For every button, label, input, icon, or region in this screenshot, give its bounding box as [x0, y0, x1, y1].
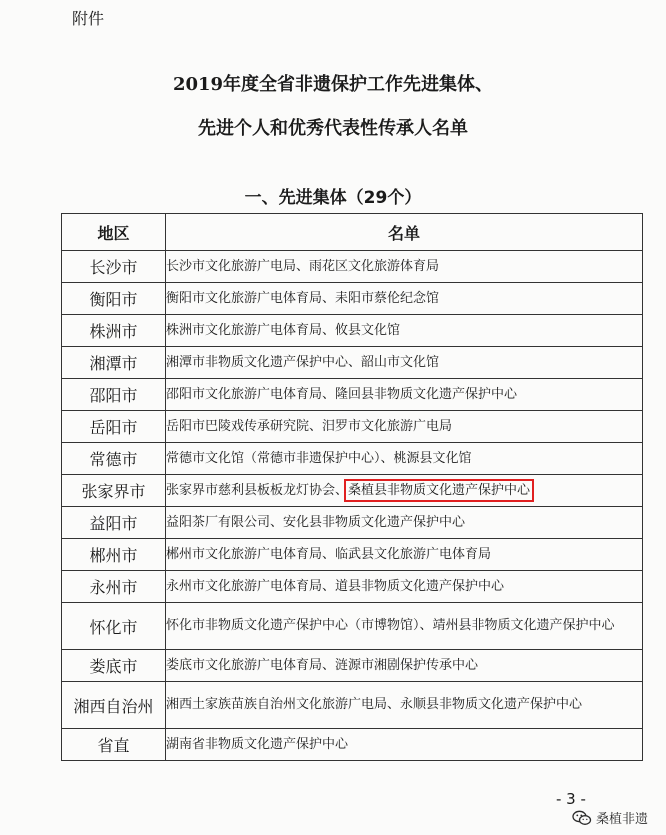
- region-cell: 张家界市: [62, 475, 166, 507]
- table-row: [62, 571, 643, 603]
- table-row: [62, 650, 643, 682]
- table-header-row: [62, 214, 643, 251]
- table-row: [62, 682, 643, 729]
- page-number: - 3 -: [556, 790, 586, 808]
- region-cell: 常德市: [62, 443, 166, 475]
- region-cell: 娄底市: [62, 650, 166, 682]
- header-region: 地区: [62, 214, 166, 251]
- names-cell: 邵阳市文化旅游广电体育局、隆回县非物质文化遗产保护中心: [166, 379, 643, 411]
- names-cell: 湘西土家族苗族自治州文化旅游广电局、永顺县非物质文化遗产保护中心: [166, 682, 643, 729]
- attachment-label: 附件: [72, 9, 105, 28]
- names-cell: 湘潭市非物质文化遗产保护中心、韶山市文化馆: [166, 347, 643, 379]
- names-text: 张家界市慈利县板板龙灯协会、: [166, 482, 349, 498]
- table-row: [62, 729, 643, 761]
- region-cell: 郴州市: [62, 539, 166, 571]
- table-row: [62, 603, 643, 650]
- table-row: [62, 251, 643, 283]
- section-heading: 一、先进集体（29个）: [244, 188, 422, 208]
- names-cell: 永州市文化旅游广电体育局、道县非物质文化遗产保护中心: [166, 571, 643, 603]
- names-cell: 衡阳市文化旅游广电体育局、耒阳市蔡伦纪念馆: [166, 283, 643, 315]
- region-cell: 岳阳市: [62, 411, 166, 443]
- table-row: [62, 315, 643, 347]
- wechat-icon: [572, 810, 592, 826]
- document-title-line-1: 2019年度全省非遗保护工作先进集体、: [172, 74, 494, 95]
- names-cell: 娄底市文化旅游广电体育局、涟源市湘剧保护传承中心: [166, 650, 643, 682]
- header-names: 名单: [166, 214, 643, 251]
- table-row: [62, 475, 643, 507]
- names-cell: [166, 475, 643, 507]
- table-row: [62, 539, 643, 571]
- highlighted-name: 桑植县非物质文化遗产保护中心: [348, 482, 531, 498]
- table-row: [62, 507, 643, 539]
- document-title-line-2: 先进个人和优秀代表性传承人名单: [198, 118, 468, 139]
- region-cell: 衡阳市: [62, 283, 166, 315]
- names-cell: 株洲市文化旅游广电体育局、攸县文化馆: [166, 315, 643, 347]
- names-cell: 湖南省非物质文化遗产保护中心: [166, 729, 643, 761]
- table-row: [62, 379, 643, 411]
- names-cell: 常德市文化馆（常德市非遗保护中心）、桃源县文化馆: [166, 443, 643, 475]
- region-cell: 湘西自治州: [62, 682, 166, 729]
- region-cell: 株洲市: [62, 315, 166, 347]
- names-cell: 益阳茶厂有限公司、安化县非物质文化遗产保护中心: [166, 507, 643, 539]
- advanced-collectives-table: [61, 213, 643, 761]
- region-cell: 湘潭市: [62, 347, 166, 379]
- table-row: [62, 283, 643, 315]
- table-row: [62, 347, 643, 379]
- watermark: [572, 808, 648, 827]
- names-cell: 怀化市非物质文化遗产保护中心（市博物馆）、靖州县非物质文化遗产保护中心: [166, 603, 643, 650]
- region-cell: 邵阳市: [62, 379, 166, 411]
- names-cell: 岳阳市巴陵戏传承研究院、汨罗市文化旅游广电局: [166, 411, 643, 443]
- region-cell: 益阳市: [62, 507, 166, 539]
- names-cell: 郴州市文化旅游广电体育局、临武县文化旅游广电体育局: [166, 539, 643, 571]
- region-cell: 怀化市: [62, 603, 166, 650]
- region-cell: 长沙市: [62, 251, 166, 283]
- table-row: [62, 443, 643, 475]
- region-cell: 省直: [62, 729, 166, 761]
- region-cell: 永州市: [62, 571, 166, 603]
- watermark-text: 桑植非遗: [596, 812, 649, 827]
- table-row: [62, 411, 643, 443]
- names-cell: 长沙市文化旅游广电局、雨花区文化旅游体育局: [166, 251, 643, 283]
